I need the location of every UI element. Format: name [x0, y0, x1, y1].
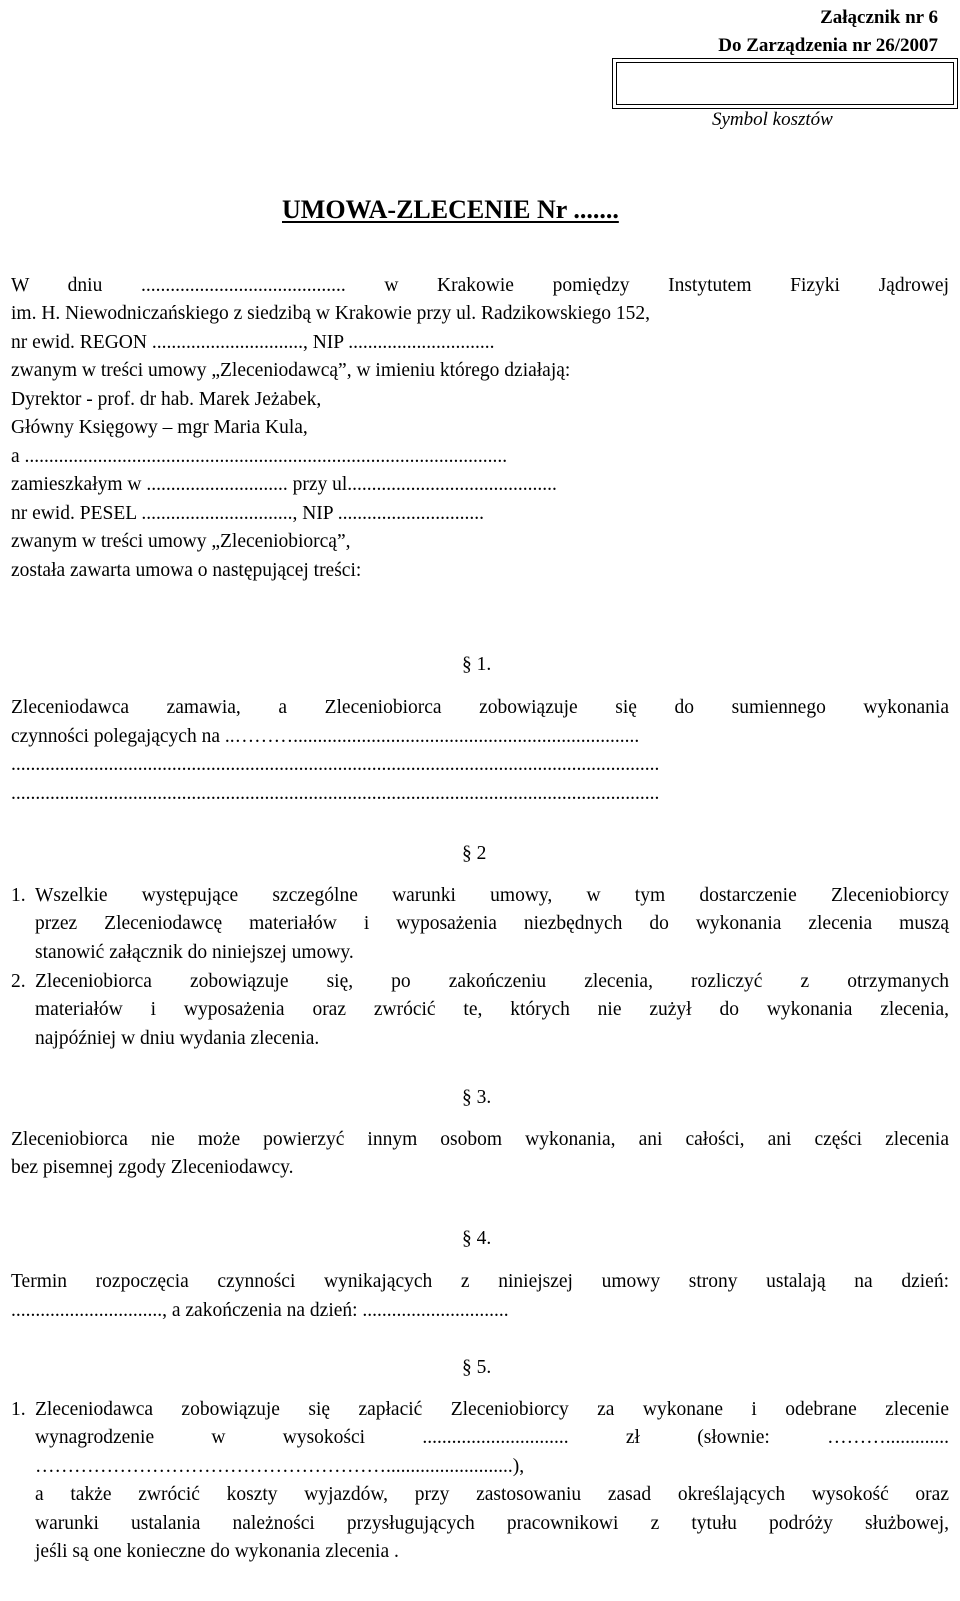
intro-line-5: Dyrektor - prof. dr hab. Marek Jeżabek,	[11, 389, 322, 410]
section-5-item-1-number: 1.	[11, 1399, 26, 1420]
cost-symbol-box	[612, 58, 958, 109]
section-2-item-1-line-1: Wszelkie występujące szczególne warunki umowy, w tym dostarczenie Zleceniobiorcy	[35, 885, 949, 906]
section-5-item-1-line-1: Zleceniodawca zobowiązuje się zapłacić Zleceniobiorcy za wykonane i odebrane zlecenie	[35, 1399, 949, 1420]
section-4-line-2: ..............................., a zakończenia na dzień: ..............................	[11, 1300, 509, 1321]
intro-line-8: zamieszkałym w ............................. przy ul...........................................	[11, 474, 557, 495]
section-3-line-2: bez pisemnej zgody Zleceniodawcy.	[11, 1157, 294, 1178]
section-2-item-1-line-3: stanowić załącznik do niniejszej umowy.	[35, 942, 354, 963]
section-5-item-1-line-2: wynagrodzenie w wysokości .............................. zł (słownie: ……….............	[35, 1427, 949, 1448]
section-1-line-4: .....................................................................................................................................	[11, 783, 660, 804]
section-2-item-1-line-2: przez Zleceniodawcę materiałów i wyposażenia niezbędnych do wykonania zlecenia muszą	[35, 913, 949, 934]
section-5-item-1-line-5: warunki ustalania należności przysługujących pracownikowi z tytułu podróży służbowej,	[35, 1513, 949, 1534]
intro-line-7: a ...................................................................................................	[11, 446, 508, 467]
order-reference: Do Zarządzenia nr 26/2007	[718, 35, 938, 56]
section-2-item-2-line-1: Zleceniobiorca zobowiązuje się, po zakończeniu zlecenia, rozliczyć z otrzymanych	[35, 971, 949, 992]
intro-line-3: nr ewid. REGON ..............................., NIP ..............................	[11, 332, 495, 353]
intro-line-4: zwanym w treści umowy „Zleceniodawcą”, w imieniu którego działają:	[11, 360, 571, 381]
section-5-item-1-line-6: jeśli są one konieczne do wykonania zlecenia .	[35, 1541, 399, 1562]
intro-line-2: im. H. Niewodniczańskiego z siedzibą w Krakowie przy ul. Radzikowskiego 152,	[11, 303, 651, 324]
cost-symbol-label: Symbol kosztów	[712, 109, 833, 130]
section-2-heading: § 2	[462, 843, 487, 864]
section-3-heading: § 3.	[462, 1087, 492, 1108]
intro-line-9: nr ewid. PESEL ..............................., NIP ..............................	[11, 503, 485, 524]
section-2-item-2-line-2: materiałów i wyposażenia oraz zwrócić te, których nie zużył do wykonania zlecenia,	[35, 999, 949, 1020]
section-5-heading: § 5.	[462, 1357, 492, 1378]
intro-line-11: została zawarta umowa o następującej treści:	[11, 560, 362, 581]
document-title: UMOWA-ZLECENIE Nr .......	[282, 195, 619, 224]
section-5-item-1-line-4: a także zwrócić koszty wyjazdów, przy zastosowaniu zasad określających wysokość oraz	[35, 1484, 949, 1505]
intro-line-1: W dniu .......................................... w Krakowie pomiędzy Instytutem Fizyki Jądrowej	[11, 275, 949, 296]
section-4-heading: § 4.	[462, 1228, 492, 1249]
intro-line-10: zwanym w treści umowy „Zleceniobiorcą”,	[11, 531, 351, 552]
section-1-line-1: Zleceniodawca zamawia, a Zleceniobiorca zobowiązuje się do sumiennego wykonania	[11, 697, 949, 718]
section-5-item-1-line-3: ………………………………………………..........................),	[35, 1456, 525, 1477]
cost-symbol-box-inner	[616, 62, 954, 105]
section-3-line-1: Zleceniobiorca nie może powierzyć innym osobom wykonania, ani całości, ani części zlecenia	[11, 1129, 949, 1150]
section-1-line-3: .....................................................................................................................................	[11, 754, 660, 775]
section-1-heading: § 1.	[462, 654, 492, 675]
intro-line-6: Główny Księgowy – mgr Maria Kula,	[11, 417, 308, 438]
section-2-item-2-number: 2.	[11, 971, 26, 992]
section-1-line-2: czynności polegających na ..……….......................................................................	[11, 726, 640, 747]
section-2-item-1-number: 1.	[11, 885, 26, 906]
section-4-line-1: Termin rozpoczęcia czynności wynikających z niniejszej umowy strony ustalają na dzień:	[11, 1271, 949, 1292]
attachment-label: Załącznik nr 6	[820, 7, 938, 28]
section-2-item-2-line-3: najpóźniej w dniu wydania zlecenia.	[35, 1028, 320, 1049]
